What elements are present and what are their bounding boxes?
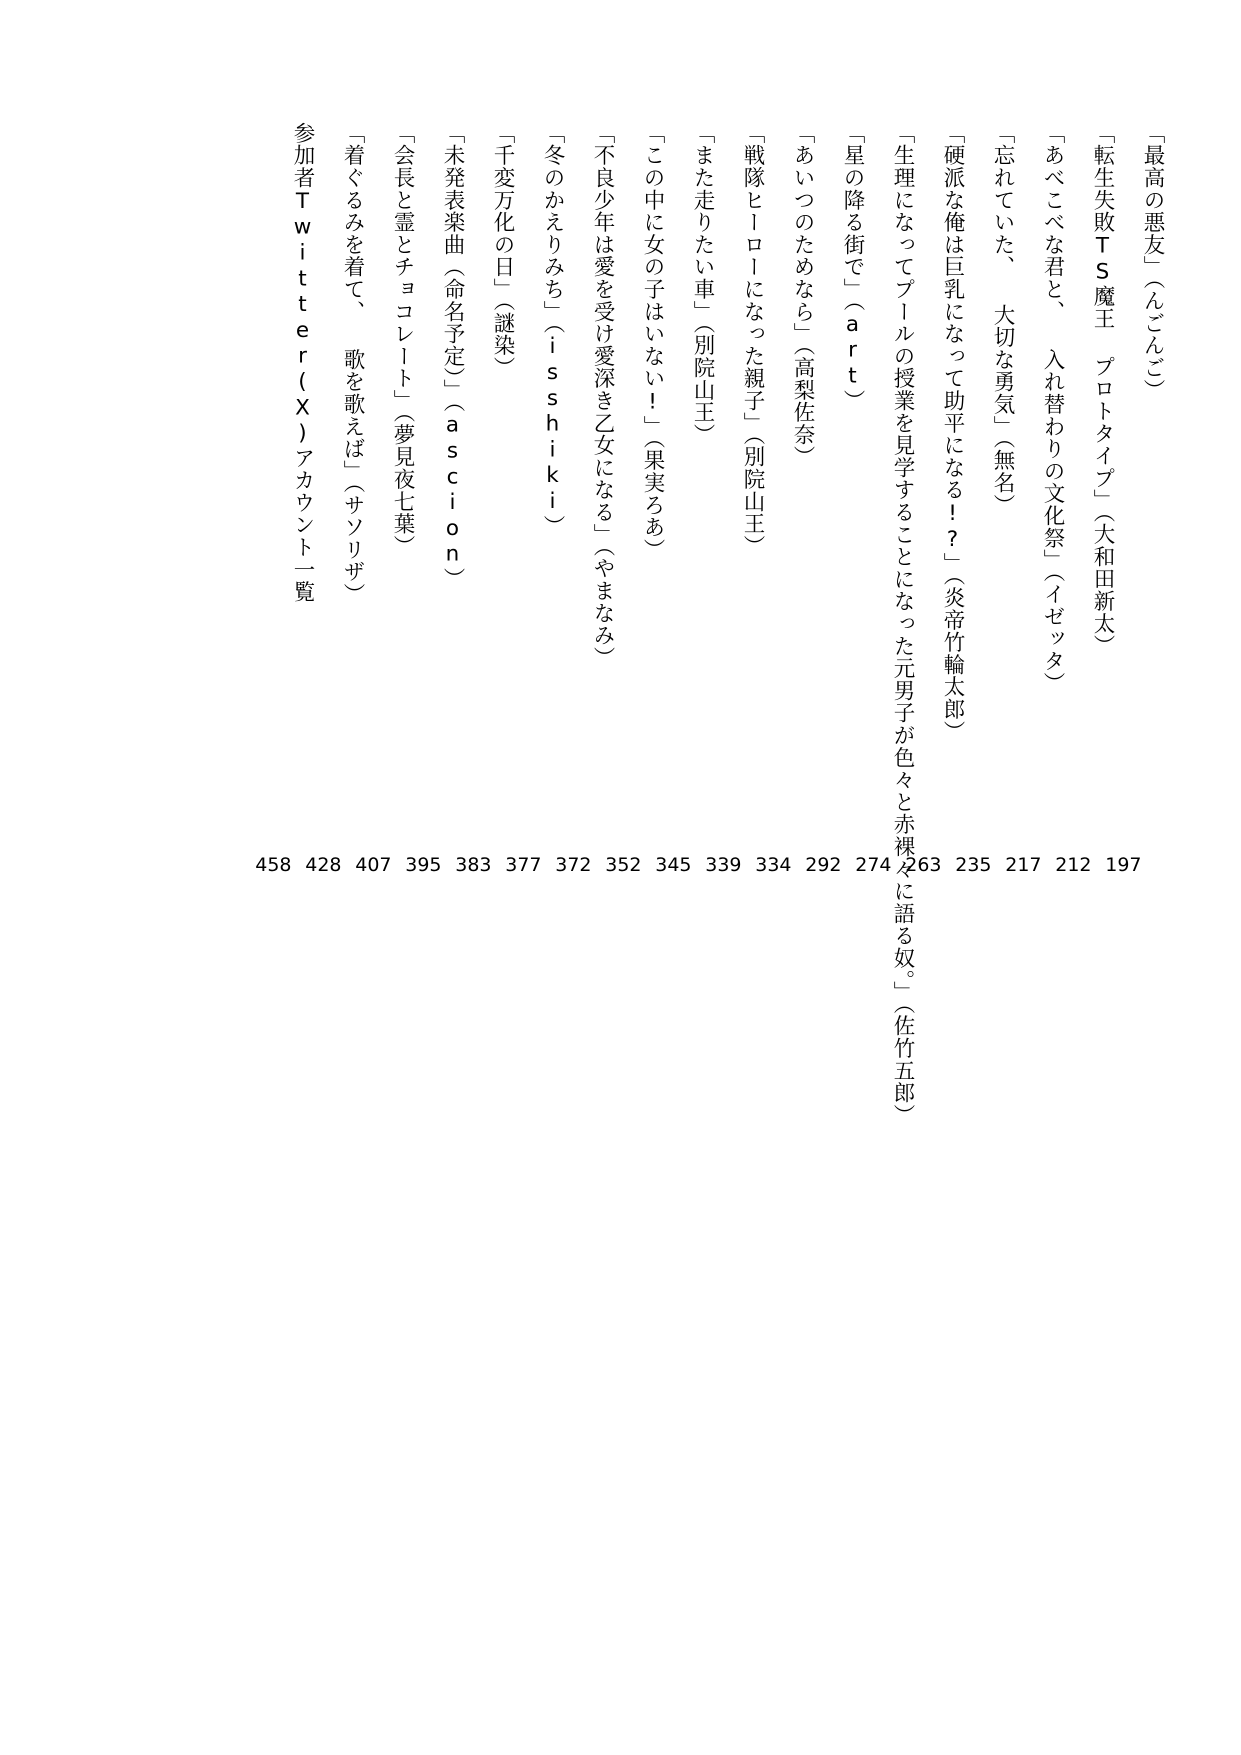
- toc-page-number[interactable]: 274: [855, 854, 892, 876]
- toc-entry-title: 「未発表楽曲（命名予定）」（ascion）: [440, 122, 465, 590]
- toc-entry-title: 「千変万化の日」（謎染）: [490, 122, 515, 379]
- toc-entry-title: 「着ぐるみを着て、 歌を歌えば」（サソリザ）: [340, 122, 365, 606]
- toc-entry-title: 「転生失敗TS魔王 プロトタイプ」（大和田新太）: [1090, 122, 1115, 657]
- toc-entry-title: 「最高の悪友」（んごんご）: [1140, 122, 1165, 402]
- toc-page-number[interactable]: 292: [805, 854, 842, 876]
- toc-page-number[interactable]: 235: [955, 854, 992, 876]
- toc-page-number[interactable]: 395: [405, 854, 442, 876]
- toc-page-number[interactable]: 334: [755, 854, 792, 876]
- toc-page-number[interactable]: 372: [555, 854, 592, 876]
- toc-page-number[interactable]: 339: [705, 854, 742, 876]
- toc-page-number[interactable]: 377: [505, 854, 542, 876]
- toc-page-number[interactable]: 197: [1105, 854, 1142, 876]
- toc-page-number[interactable]: 352: [605, 854, 642, 876]
- toc-entry-title: 「生理になってプールの授業を見学することになった元男子が色々と赤裸々に語る奴。」（佐竹五郎）: [890, 122, 915, 1127]
- toc-entry-title: 「会長と霊とチョコレート」（夢見夜七葉）: [390, 122, 415, 558]
- toc-entry-title: 「この中に女の子はいない!」（果実ろあ）: [640, 122, 665, 561]
- toc-page-number[interactable]: 263: [905, 854, 942, 876]
- toc-entry-title: 「あべこべな君と、 入れ替わりの文化祭」（イゼッタ）: [1040, 122, 1065, 695]
- toc-entry[interactable]: [1105, 122, 1165, 1605]
- toc-entry-title: 「戦隊ヒーローになった親子」（別院山王）: [740, 122, 765, 558]
- toc-entry-title: 「冬のかえりみち」（isshiki）: [540, 122, 565, 538]
- toc-entry-title: 「あいつのためなら」（高梨佐奈）: [790, 122, 815, 469]
- toc-page-number[interactable]: 212: [1055, 854, 1092, 876]
- toc-entry-title: 参加者Twitter(X)アカウント一覧: [290, 122, 315, 603]
- toc-entry-title: 「また走りたい車」（別院山王）: [690, 122, 715, 446]
- toc-entry-title: 「不良少年は愛を受け愛深き乙女になる」（やまなみ）: [590, 122, 615, 669]
- toc-page-number[interactable]: 345: [655, 854, 692, 876]
- toc-page-number[interactable]: 458: [255, 854, 292, 876]
- toc-page-number[interactable]: 428: [305, 854, 342, 876]
- toc-entry-title: 「硬派な俺は巨乳になって助平になる!?」（炎帝竹輪太郎）: [940, 122, 965, 743]
- table-of-contents: [78, 122, 1163, 1605]
- toc-entry-title: 「星の降る街で」（art）: [840, 122, 865, 412]
- toc-page-number[interactable]: 407: [355, 854, 392, 876]
- toc-entry-title: 「忘れていた、 大切な勇気」（無名）: [990, 122, 1015, 517]
- toc-page-number[interactable]: 383: [455, 854, 492, 876]
- toc-page-number[interactable]: 217: [1005, 854, 1042, 876]
